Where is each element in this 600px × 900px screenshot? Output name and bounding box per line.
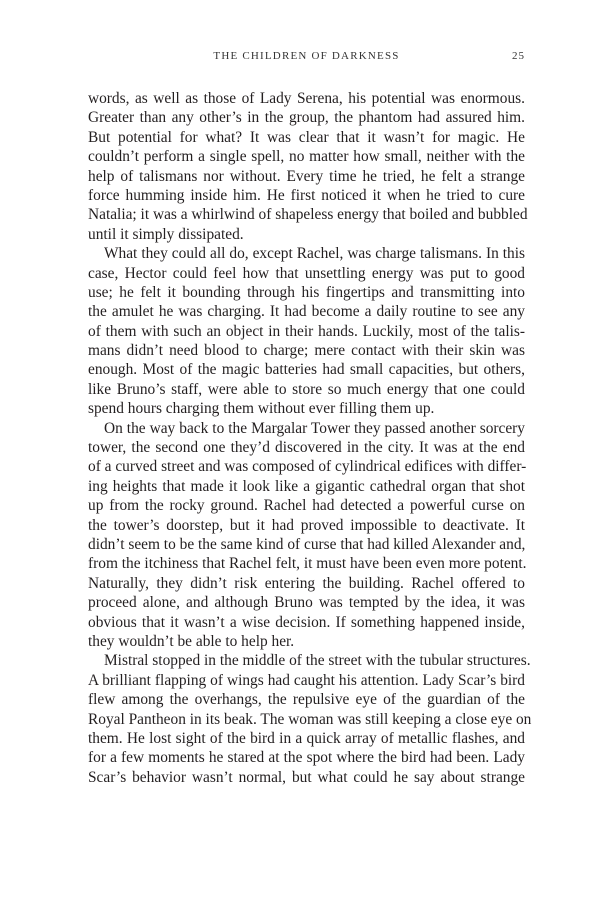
text-line: use; he felt it bounding through his fingertips and transmitting into — [88, 283, 525, 301]
paragraph — [88, 244, 525, 419]
page-number: 25 — [512, 50, 525, 62]
text-line: obvious that it wasn’t a wise decision. If something happened inside, — [88, 613, 525, 631]
text-line: proceed alone, and although Bruno was tempted by the idea, it was — [88, 594, 525, 612]
body-text — [88, 89, 532, 787]
running-head — [88, 50, 525, 68]
paragraph — [88, 419, 525, 652]
text-line: enough. Most of the magic batteries had small capacities, but others, — [88, 361, 525, 379]
text-line: for a few moments he stared at the spot where the bird had been. Lady — [88, 749, 525, 767]
text-line: flew among the overhangs, the repulsive eye of the guardian of the — [88, 691, 525, 709]
text-line: Mistral stopped in the middle of the street with the tubular structures. — [104, 652, 531, 670]
text-line: case, Hector could feel how that unsettling energy was put to good — [88, 264, 525, 282]
text-line: mans didn’t need blood to charge; mere contact with their skin was — [88, 342, 525, 360]
text-line: Royal Pantheon in its beak. The woman was still keeping a close eye on — [88, 710, 532, 728]
text-line: Scar’s behavior wasn’t normal, but what could he say about strange — [88, 768, 525, 786]
text-line: them. He lost sight of the bird in a quick array of metallic flashes, and — [88, 729, 525, 747]
text-line: spend hours charging them without ever filling them up. — [88, 400, 435, 418]
text-line: force humming inside him. He first noticed it when he tried to cure — [88, 186, 525, 204]
text-line: help of talismans nor without. Every time he tried, he felt a strange — [88, 167, 525, 185]
text-line: the amulet he was charging. It had become a daily routine to see any — [88, 303, 525, 321]
text-line: A brilliant flapping of wings had caught his attention. Lady Scar’s bird — [88, 671, 525, 689]
text-line: of a curved street and was composed of cylindrical edifices with differ- — [88, 458, 527, 476]
running-title: THE CHILDREN OF DARKNESS — [213, 50, 400, 62]
text-line: of them with such an object in their hands. Luckily, most of the talis- — [88, 322, 525, 340]
text-line: they wouldn’t be able to help her. — [88, 632, 295, 650]
text-line: ing heights that made it look like a gigantic cathedral organ that shot — [88, 477, 525, 495]
text-line: On the way back to the Margalar Tower they passed another sorcery — [104, 419, 525, 437]
text-line: Naturally, they didn’t risk entering the building. Rachel offered to — [88, 574, 525, 592]
text-line: What they could all do, except Rachel, was charge talismans. In this — [104, 245, 525, 263]
text-line: Greater than any other’s in the group, the phantom had assured him. — [88, 109, 525, 127]
text-line: But potential for what? It was clear that it wasn’t for magic. He — [88, 128, 525, 146]
text-line: until it simply dissipated. — [88, 225, 244, 243]
text-line: tower, the second one they’d discovered in the city. It was at the end — [88, 439, 525, 457]
text-line: from the itchiness that Rachel felt, it must have been even more potent. — [88, 555, 527, 573]
text-line: up from the rocky ground. Rachel had detected a powerful curse on — [88, 497, 525, 515]
text-line: words, as well as those of Lady Serena, his potential was enormous. — [88, 90, 525, 107]
paragraph — [88, 89, 528, 244]
text-line: the tower’s doorstep, but it had proved impossible to deactivate. It — [88, 516, 525, 534]
text-line: couldn’t perform a single spell, no matter how small, neither with the — [88, 148, 525, 166]
paragraph — [88, 651, 532, 787]
text-line: like Bruno’s staff, were able to store so much energy that one could — [88, 380, 525, 398]
text-line: didn’t seem to be the same kind of curse that had killed Alexander and, — [88, 535, 526, 553]
text-line: Natalia; it was a whirlwind of shapeless energy that boiled and bubbled — [88, 206, 528, 224]
